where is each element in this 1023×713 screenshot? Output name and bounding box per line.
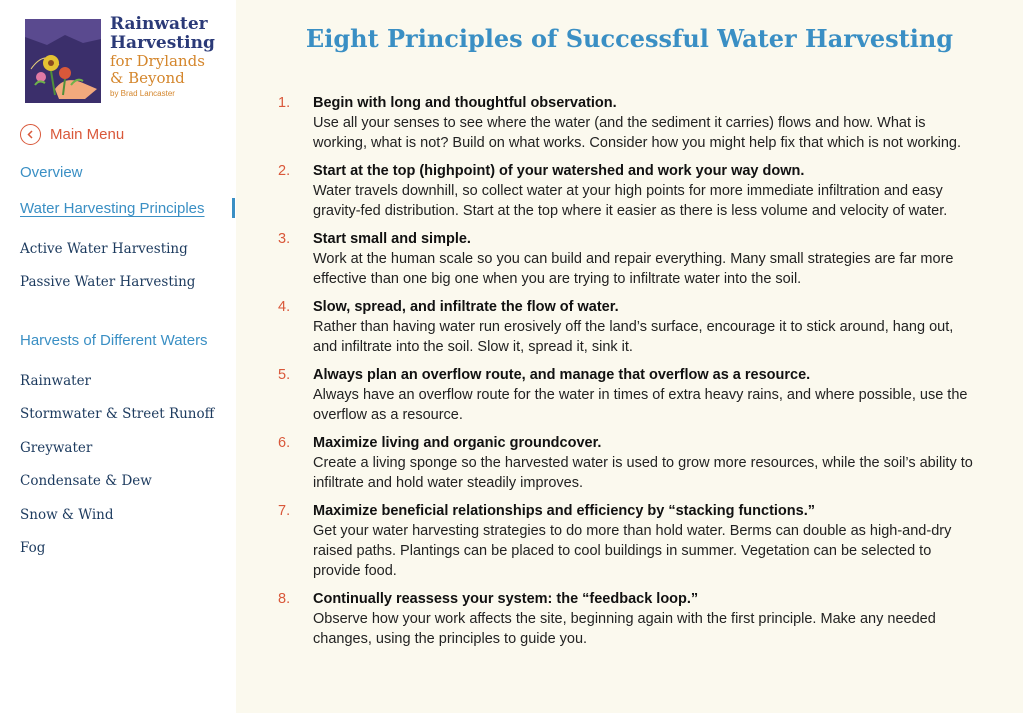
logo-line-3: for Drylands bbox=[110, 52, 205, 70]
principle-item bbox=[278, 229, 978, 289]
book-cover-icon bbox=[25, 19, 101, 103]
sidebar-item-rainwater[interactable]: Rainwater bbox=[20, 373, 92, 389]
principle-title: Slow, spread, and infiltrate the flow of water. bbox=[313, 299, 619, 315]
principle-text: Create a living sponge so the harvested water is used to grow more resources, while the soil’s ability to infiltrate and hold water steadily improves. bbox=[313, 455, 973, 491]
sidebar-item-principles[interactable]: Water Harvesting Principles bbox=[20, 200, 205, 217]
sidebar-item-condensate[interactable]: Condensate & Dew bbox=[20, 473, 152, 489]
principle-text: Get your water harvesting strategies to do more than hold water. Berms can double as high-and-dry raised paths. Plantings can be placed to cool buildings in summer. Vegetation can be selected to provide food. bbox=[313, 523, 952, 579]
sidebar-item-fog[interactable]: Fog bbox=[20, 540, 46, 556]
sidebar-item-active-harvesting[interactable]: Active Water Harvesting bbox=[20, 241, 188, 257]
principle-title: Maximize beneficial relationships and efficiency by “stacking functions.” bbox=[313, 503, 815, 519]
logo-line-4: & Beyond bbox=[110, 69, 185, 87]
sidebar-item-overview[interactable]: Overview bbox=[20, 164, 83, 181]
book-logo[interactable] bbox=[25, 15, 225, 107]
principle-title: Start small and simple. bbox=[313, 231, 471, 247]
principle-item bbox=[278, 161, 978, 221]
active-indicator bbox=[232, 198, 235, 218]
logo-byline: by Brad Lancaster bbox=[110, 89, 175, 98]
principle-number: 6. bbox=[278, 435, 291, 451]
principle-text: Always have an overflow route for the water in times of extra heavy rains, and where possible, use the overflow as a resource. bbox=[313, 387, 968, 423]
page-title: Eight Principles of Successful Water Harvesting bbox=[305, 24, 954, 53]
principle-item bbox=[278, 589, 978, 649]
principle-number: 5. bbox=[278, 367, 291, 383]
logo-line-1: Rainwater bbox=[110, 14, 208, 34]
principle-item bbox=[278, 297, 978, 357]
principle-item bbox=[278, 365, 978, 425]
principle-text: Work at the human scale so you can build and repair everything. Many small strategies are far more effective than one big one when you are trying to infiltrate water into the soil. bbox=[313, 251, 954, 287]
principle-number: 1. bbox=[278, 95, 291, 111]
principle-number: 3. bbox=[278, 231, 291, 247]
principle-number: 2. bbox=[278, 163, 291, 179]
principle-text: Rather than having water run erosively off the land’s surface, encourage it to stick around, hang out, and infiltrate into the soil. Slow it, spread it, sink it. bbox=[313, 319, 954, 355]
chevron-left-icon bbox=[20, 124, 41, 145]
sidebar bbox=[0, 0, 236, 713]
logo-text bbox=[110, 15, 215, 98]
principle-title: Always plan an overflow route, and manage that overflow as a resource. bbox=[313, 367, 811, 383]
sidebar-item-snow-wind[interactable]: Snow & Wind bbox=[20, 507, 114, 523]
principle-item bbox=[278, 93, 978, 153]
principle-item bbox=[278, 501, 978, 581]
main-menu-button[interactable] bbox=[20, 124, 124, 145]
principle-number: 7. bbox=[278, 503, 291, 519]
principle-text: Observe how your work affects the site, beginning again with the first principle. Make any needed changes, using the principles to guide you. bbox=[313, 611, 936, 647]
main-content bbox=[236, 0, 1023, 713]
principle-title: Start at the top (highpoint) of your watershed and work your way down. bbox=[313, 163, 805, 179]
sidebar-item-passive-harvesting[interactable]: Passive Water Harvesting bbox=[20, 274, 196, 290]
sidebar-item-greywater[interactable]: Greywater bbox=[20, 440, 93, 456]
principle-title: Continually reassess your system: the “feedback loop.” bbox=[313, 591, 699, 607]
principle-text: Water travels downhill, so collect water at your high points for more immediate infiltration and easy gravity-fed distribution. Start at the top where it easier as there is less volume and velocity of water. bbox=[313, 183, 948, 219]
logo-line-2: Harvesting bbox=[110, 33, 215, 53]
principles-list bbox=[278, 93, 978, 657]
main-menu-label: Main Menu bbox=[50, 126, 125, 143]
principle-title: Maximize living and organic groundcover. bbox=[313, 435, 602, 451]
principle-text: Use all your senses to see where the water (and the sediment it carries) flows and how. What is working, what is not? Build on what works. Consider how you might help fix that which is not working. bbox=[313, 115, 961, 151]
principle-title: Begin with long and thoughtful observation. bbox=[313, 95, 617, 111]
principle-item bbox=[278, 433, 978, 493]
sidebar-item-harvests-heading[interactable]: Harvests of Different Waters bbox=[20, 332, 208, 349]
principle-number: 4. bbox=[278, 299, 291, 315]
sidebar-item-stormwater[interactable]: Stormwater & Street Runoff bbox=[20, 406, 215, 422]
principle-number: 8. bbox=[278, 591, 291, 607]
